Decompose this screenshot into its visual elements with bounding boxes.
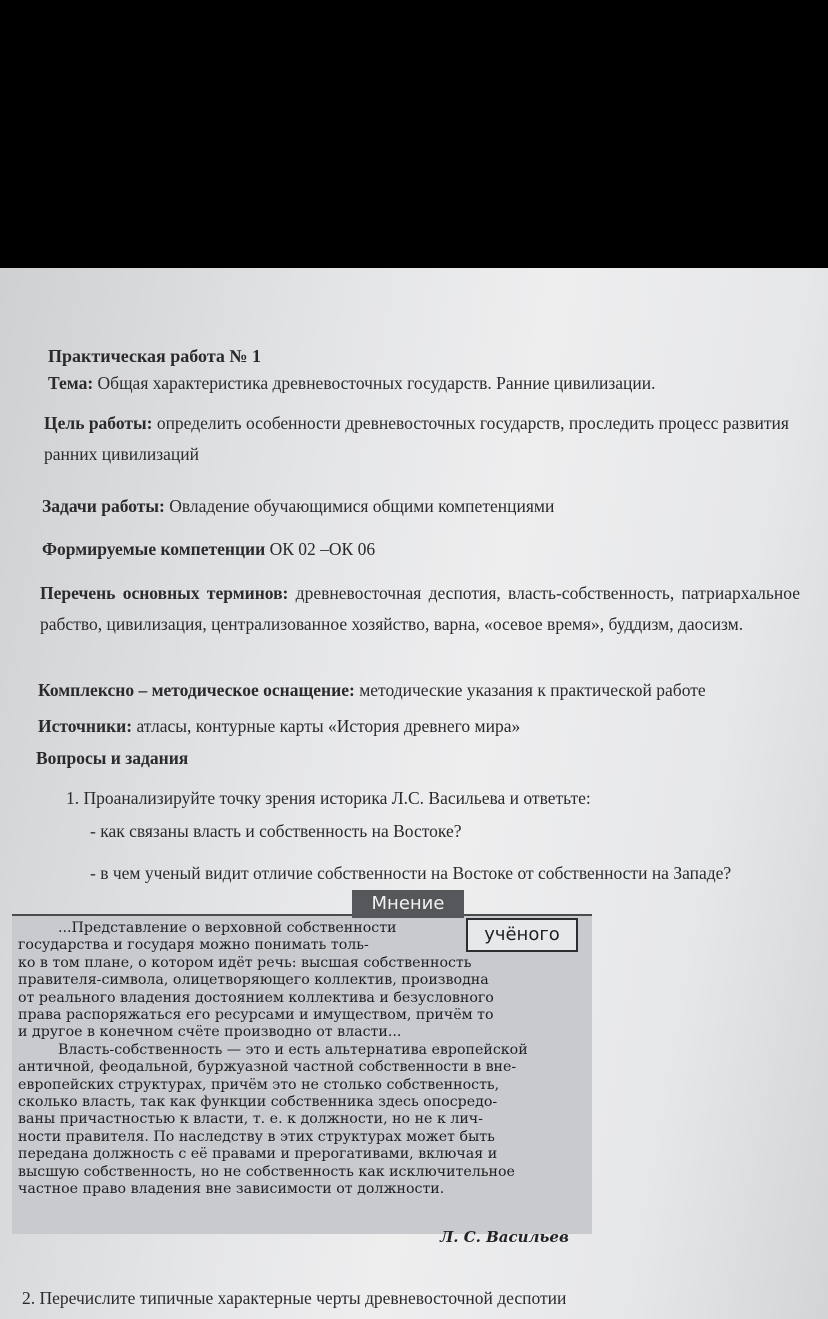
questions-heading: Вопросы и задания bbox=[36, 748, 189, 768]
sources-label: Источники: bbox=[38, 716, 133, 736]
terms-line bbox=[40, 578, 800, 640]
quote-line: права распоряжаться его ресурсами и имуществом, причём то bbox=[18, 1007, 494, 1024]
page-title: Практическая работа № 1 bbox=[48, 346, 261, 366]
scholar-label-box: учёного bbox=[466, 918, 578, 952]
tasks-label: Задачи работы: bbox=[42, 496, 165, 516]
black-background bbox=[0, 0, 828, 268]
quote-line: от реального владения достоянием коллектива и безусловного bbox=[18, 989, 494, 1006]
topic-line bbox=[48, 373, 656, 394]
competencies-text: ОК 02 –ОК 06 bbox=[265, 539, 376, 559]
question-2: 2. Перечислите типичные характерные черты древневосточной деспотии bbox=[22, 1288, 567, 1308]
sources-line bbox=[38, 716, 520, 737]
quote-line: правителя-символа, олицетворяющего коллектив, производна bbox=[18, 972, 489, 989]
goal-line bbox=[44, 408, 814, 470]
opinion-tab: Мнение bbox=[352, 890, 464, 918]
methodical-label: Комплексно – методическое оснащение: bbox=[38, 680, 355, 700]
quote-line: ности правителя. По наследству в этих структурах может быть bbox=[18, 1128, 495, 1145]
quote-line: европейских структурах, причём это не столько собственность, bbox=[18, 1076, 500, 1093]
quote-line: сколько власть, так как функции собственника здесь опосредо- bbox=[18, 1094, 498, 1111]
competencies-line bbox=[42, 539, 375, 560]
tasks-text: Овладение обучающимися общими компетенциями bbox=[164, 496, 555, 516]
opinion-quote bbox=[18, 920, 578, 1199]
question-1: 1. Проанализируйте точку зрения историка Л.С. Васильева и ответьте: bbox=[66, 788, 591, 808]
quote-line: высшую собственность, но не собственность как исключительное bbox=[18, 1163, 515, 1180]
topic-label: Тема: bbox=[48, 373, 94, 393]
quote-line: ко в том плане, о котором идёт речь: высшая собственность bbox=[18, 954, 472, 971]
quote-author: Л. С. Васильев bbox=[440, 1228, 569, 1246]
quote-line: государства и государя можно понимать толь- bbox=[18, 937, 369, 954]
quote-line: ваны причастностью к власти, т. е. к должности, но не к лич- bbox=[18, 1111, 483, 1128]
sources-text: атласы, контурные карты «История древнего мира» bbox=[132, 716, 521, 736]
document-page bbox=[0, 268, 828, 1319]
tasks-line bbox=[42, 496, 554, 517]
quote-line: античной, феодальной, буржуазной частной собственности в вне- bbox=[18, 1059, 517, 1076]
terms-label: Перечень основных терминов: bbox=[40, 583, 289, 603]
quote-line: передана должность с её правами и прерогативами, включая и bbox=[18, 1146, 498, 1163]
terms-text: древневосточная деспотия, власть-собственность, патриархальное рабство, цивилизация, централизованное хозяйство, варна, «осевое время», буддизм, даосизм. bbox=[40, 583, 800, 634]
question-1-sub-a: - как связаны власть и собственность на Востоке? bbox=[90, 821, 462, 841]
topic-text: Общая характеристика древневосточных государств. Ранние цивилизации. bbox=[93, 373, 656, 393]
question-1-sub-b: - в чем ученый видит отличие собственности на Востоке от собственности на Западе? bbox=[90, 863, 732, 883]
quote-line: и другое в конечном счёте производно от власти... bbox=[18, 1024, 402, 1041]
methodical-text: методические указания к практической работе bbox=[354, 680, 706, 700]
quote-line: Власть-собственность — это и есть альтернатива европейской bbox=[58, 1041, 528, 1058]
methodical-line bbox=[38, 680, 706, 701]
quote-line: частное право владения вне зависимости от должности. bbox=[18, 1181, 445, 1198]
competencies-label: Формируемые компетенции bbox=[42, 539, 266, 559]
goal-text: определить особенности древневосточных государств, проследить процесс развития ранних цивилизаций bbox=[44, 413, 789, 464]
goal-label: Цель работы: bbox=[44, 413, 153, 433]
quote-line: ...Представление о верховной собственности bbox=[58, 920, 397, 936]
